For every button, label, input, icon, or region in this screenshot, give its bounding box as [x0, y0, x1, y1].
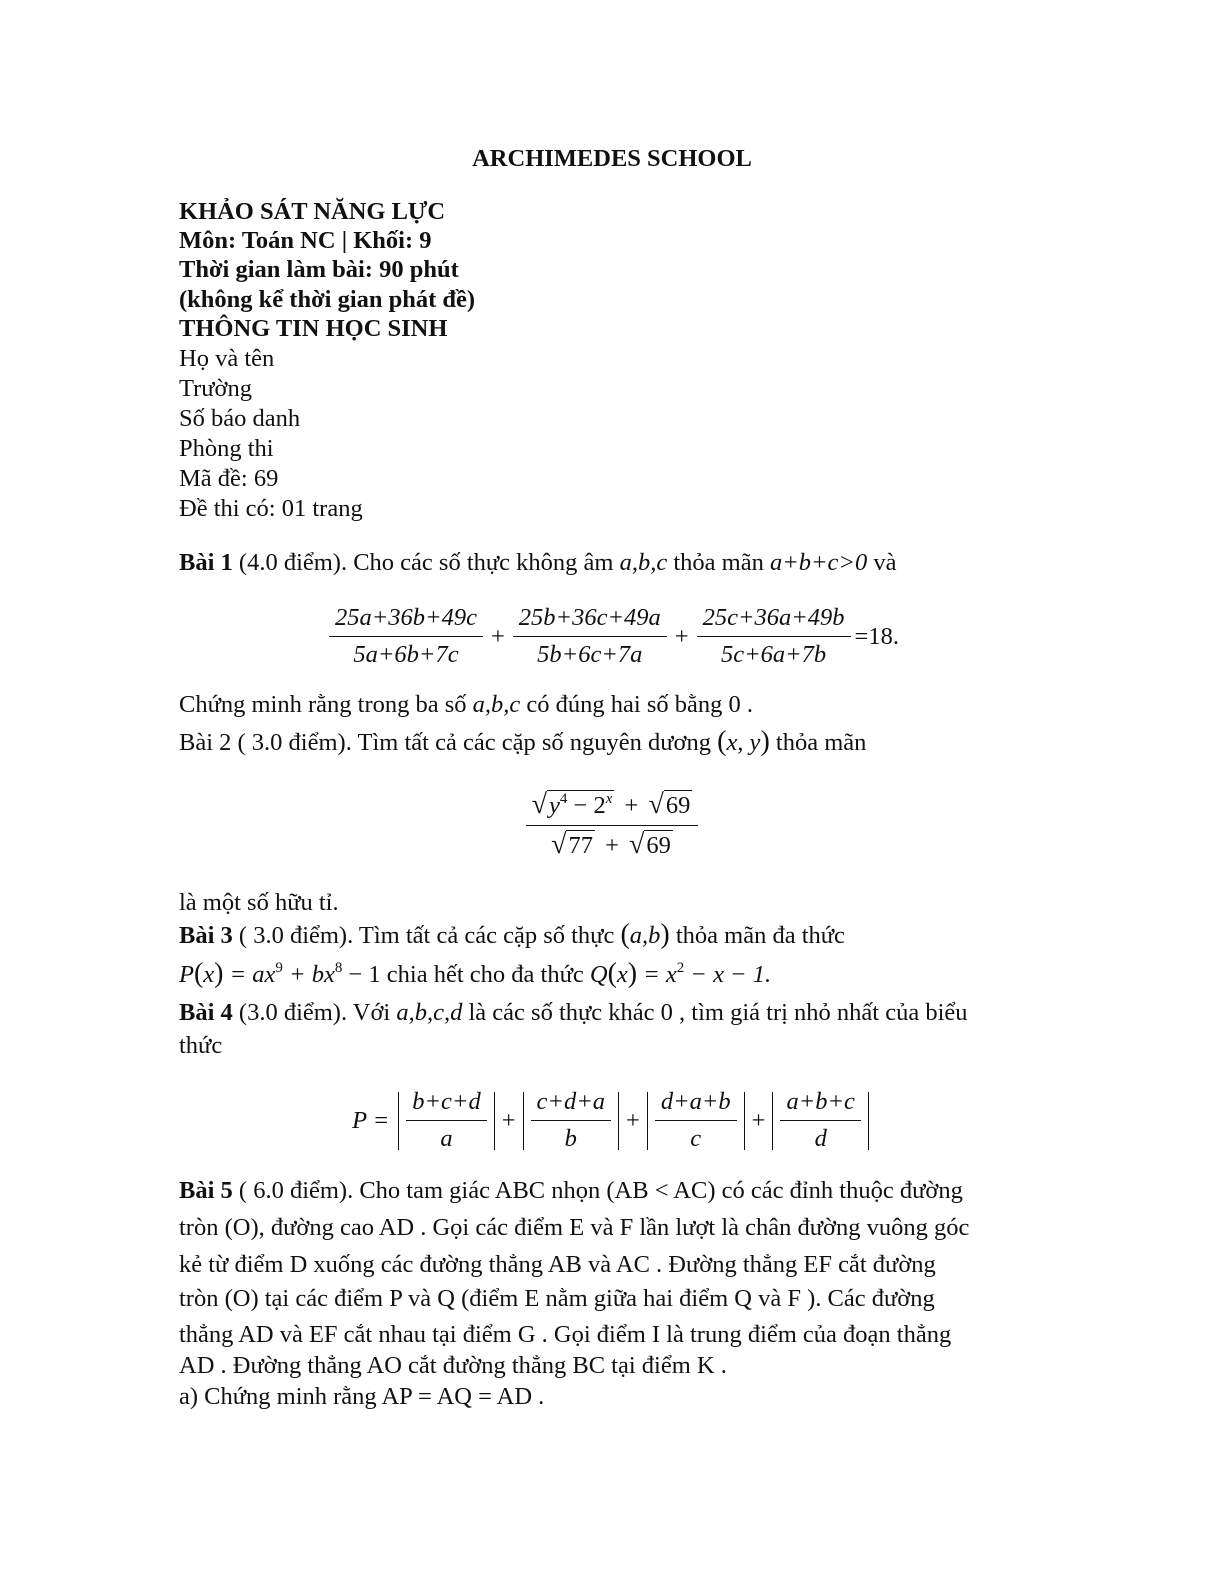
bai5-line-1	[179, 1176, 963, 1206]
bai1-fraction-3	[697, 604, 851, 669]
fraction-denominator: b	[564, 1125, 577, 1152]
poly-p-term2: + bx	[289, 961, 335, 988]
bai2-text: Tìm tất cả các cặp số nguyên dương	[357, 729, 711, 756]
bai2-radicand-69: 69	[665, 792, 691, 819]
poly-q-term1: = x	[643, 961, 677, 988]
exam-time: Thời gian làm bài: 90 phút	[179, 256, 459, 283]
bai1-points: (4.0 điểm).	[238, 549, 348, 576]
bai4-term-3	[644, 1088, 748, 1153]
bai4-text2: là các số thực khác 0 , tìm giá trị nhỏ nhất của biểu	[468, 999, 968, 1026]
bai4-text3: thức	[179, 1032, 223, 1059]
bai2-y: y	[549, 792, 560, 819]
bai1-rhs: =18.	[854, 622, 899, 650]
bai2-after: là một số hữu tỉ.	[179, 889, 339, 916]
poly-q-name: Q	[589, 961, 608, 988]
plus-sign: +	[624, 792, 639, 819]
bai5-line-6: AD . Đường thẳng AO cắt đường thẳng BC tại điểm K .	[179, 1352, 727, 1379]
fraction-numerator: 25c+36a+49b	[697, 604, 851, 637]
bai4-term-4	[769, 1088, 871, 1153]
field-code: Mã đề: 69	[179, 465, 279, 492]
plus-sign: +	[625, 1106, 640, 1134]
fraction-denominator: 5a+6b+7c	[353, 641, 459, 668]
bai1-conclusion	[179, 690, 753, 720]
field-candidate-number: Số báo danh	[179, 405, 301, 432]
bai5-line-3: kẻ từ điểm D xuống các đường thẳng AB và AC . Đường thẳng EF cắt đường	[179, 1251, 936, 1278]
bai4-term-1	[395, 1088, 497, 1153]
fraction-numerator: c+d+a	[531, 1088, 611, 1121]
bai2-text2: thỏa mãn	[775, 729, 867, 756]
bai1-vars: a,b,c	[619, 549, 668, 576]
bai5-text: ( 6.0 điểm). Cho tam giác ABC nhọn (AB < AC) có các đỉnh thuộc đường	[238, 1177, 963, 1204]
poly-q-exp: 2	[676, 960, 685, 976]
bai2-fraction	[526, 790, 699, 861]
plus-sign: +	[605, 832, 619, 859]
bai1-text: Cho các số thực không âm	[353, 549, 614, 576]
field-room: Phòng thi	[179, 435, 274, 462]
bai3-text2: thỏa mãn đa thức	[675, 922, 845, 949]
bai5-line-4: tròn (O) tại các điểm P và Q (điểm E nằm giữa hai điểm Q và F ). Các đường	[179, 1285, 935, 1312]
bai4-statement	[179, 998, 968, 1028]
fraction-denominator: a	[440, 1125, 453, 1152]
bai5-line-2: tròn (O), đường cao AD . Gọi các điểm E và F lần lượt là chân đường vuông góc	[179, 1214, 970, 1241]
plus-sign: +	[751, 1106, 766, 1134]
bai5-part-a: a) Chứng minh rằng AP = AQ = AD .	[179, 1383, 545, 1410]
bai1-statement	[179, 548, 896, 578]
fraction-numerator: 25a+36b+49c	[329, 604, 483, 637]
bai4-term-2	[520, 1088, 622, 1153]
bai2-denominator: √ 77 + √ 69	[551, 829, 671, 860]
bai1-condition: a+b+c>0	[769, 549, 868, 576]
bai3-polynomials: $P(x) = ax^9 + bx^8 - 1$ chia hết cho đa thức $Q(x) = x^2 - x - 1$.	[179, 958, 772, 989]
bai3-text: ( 3.0 điểm). Tìm tất cả các cặp số thực	[238, 922, 615, 949]
poly-q-var: x	[616, 961, 628, 988]
bai2-label: Bài 2 ( 3.0 điểm).	[179, 729, 352, 756]
student-info-title: THÔNG TIN HỌC SINH	[179, 315, 448, 342]
poly-p-const: − 1	[348, 961, 381, 988]
bai1-conclusion-vars: a,b,c	[472, 691, 521, 718]
bai2-exp-x: x	[605, 791, 613, 807]
bai5-line-5: thẳng AD và EF cắt nhau tại điểm G . Gọi điểm I là trung điểm của đoạn thẳng	[179, 1321, 952, 1348]
bai2-expression	[0, 790, 1224, 861]
plus-sign: +	[501, 1106, 516, 1134]
exam-title: KHẢO SÁT NĂNG LỰC	[179, 198, 446, 225]
poly-p-exp2: 8	[334, 960, 343, 976]
poly-p-var: x	[203, 961, 215, 988]
fraction-numerator: b+c+d	[406, 1088, 486, 1121]
bai4-label: Bài 4	[179, 999, 233, 1026]
poly-p-exp1: 9	[275, 960, 283, 976]
bai2-pair: x, y	[726, 729, 761, 756]
bai1-equation: $\frac{25a+36b+49c}{5a+6b+7c}$ + $\frac{25b+36c+49a}{5b+6c+7a}$ + $\frac{25c+36a+49b}{5c+6a+7b}$ =18.	[0, 604, 1224, 669]
bai1-conclusion-text: Chứng minh rằng trong ba số	[179, 691, 467, 718]
fraction-denominator: 5b+6c+7a	[537, 641, 643, 668]
bai1-text3: và	[873, 549, 897, 576]
bai1-label: Bài 1	[179, 549, 233, 576]
bai1-fraction-2	[513, 604, 667, 669]
bai3-label: Bài 3	[179, 922, 233, 949]
bai4-text: (3.0 điểm). Với	[238, 999, 391, 1026]
fraction-numerator: 25b+36c+49a	[513, 604, 667, 637]
field-name: Họ và tên	[179, 345, 275, 372]
fraction-denominator: c	[690, 1125, 702, 1152]
bai3-statement: Bài 3 ( 3.0 điểm). Tìm tất cả các cặp số thực (a,b) thỏa mãn đa thức	[179, 919, 845, 950]
bai4-expression	[0, 1088, 1224, 1153]
bai1-conclusion-text2: có đúng hai số bằng 0 .	[526, 691, 753, 718]
exam-time-note: (không kể thời gian phát đề)	[179, 286, 476, 313]
bai3-text3: chia hết cho đa thức	[386, 961, 584, 988]
bai2-exp-y: 4	[559, 791, 568, 807]
bai2-minus-two: − 2	[573, 792, 606, 819]
exam-subject: Môn: Toán NC | Khối: 9	[179, 227, 432, 254]
bai4-lhs: P =	[352, 1106, 390, 1134]
fraction-numerator: a+b+c	[780, 1088, 860, 1121]
bai2-numerator: √ $y^4 - 2^x$ + √ 69	[526, 790, 699, 826]
poly-q-rest: − x − 1.	[690, 961, 772, 988]
bai1-fraction-1	[329, 604, 483, 669]
fraction-denominator: d	[814, 1125, 827, 1152]
fraction-denominator: 5c+6a+7b	[720, 641, 827, 668]
bai2-radicand-69: 69	[646, 832, 671, 859]
bai4-vars: a,b,c,d	[396, 999, 463, 1026]
poly-p-term1: = ax	[229, 961, 276, 988]
school-name: ARCHIMEDES SCHOOL	[472, 145, 752, 172]
bai1-text2: thỏa mãn	[673, 549, 764, 576]
bai3-pair: a,b	[629, 922, 661, 949]
bai5-label: Bài 5	[179, 1177, 233, 1204]
field-school: Trường	[179, 375, 252, 402]
bai2-statement: Bài 2 ( 3.0 điểm). Tìm tất cả các cặp số nguyên dương (x, y) thỏa mãn	[179, 726, 867, 757]
bai2-radicand-77: 77	[568, 832, 593, 859]
field-pages: Đề thi có: 01 trang	[179, 495, 363, 522]
fraction-numerator: d+a+b	[655, 1088, 737, 1121]
poly-p-name: P	[179, 961, 194, 988]
